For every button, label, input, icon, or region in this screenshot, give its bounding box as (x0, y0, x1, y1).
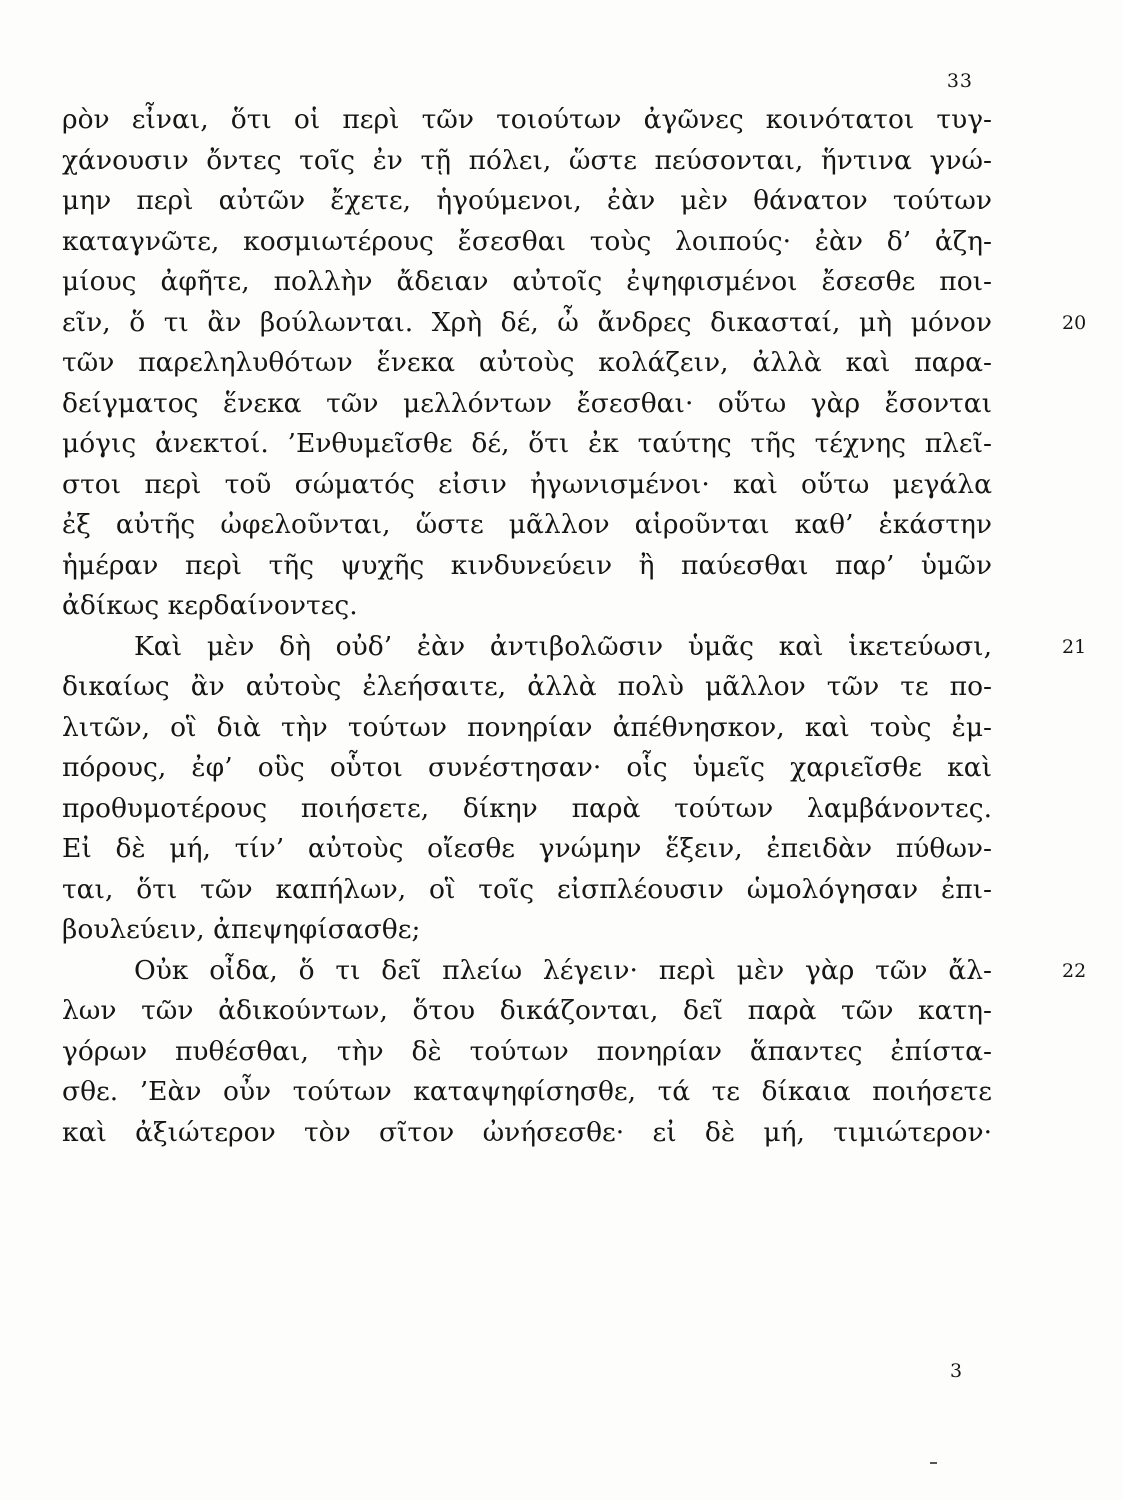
text-line (62, 1113, 992, 1154)
page-number: 33 (946, 70, 973, 92)
text-line-content: προθυμοτέρους ποιήσετε, δίκην παρὰ τούτων λαμβάνοντες. (62, 792, 992, 824)
text-line (62, 546, 992, 587)
text-line (62, 1032, 992, 1073)
text-line (62, 910, 992, 951)
text-line-content: ἡμέραν περὶ τῆς ψυχῆς κινδυνεύειν ἢ παύεσθαι παρ’ ὑμῶν (62, 549, 992, 581)
text-line-content: δικαίως ἂν αὐτοὺς ἐλεήσαιτε, ἀλλὰ πολὺ μᾶλλον τῶν τε πο- (62, 671, 992, 702)
text-line-content: λων τῶν ἀδικούντων, ὅτου δικάζονται, δεῖ παρὰ τῶν κατη- (62, 995, 992, 1026)
text-line-content: Καὶ μὲν δὴ οὐδ’ ἐὰν ἀντιβολῶσιν ὑμᾶς καὶ ἱκετεύωσι, (134, 630, 992, 662)
section-number: 21 (1062, 635, 1087, 658)
text-line-content: Εἰ δὲ μή, τίν’ αὐτοὺς οἴεσθε γνώμην ἕξειν, ἐπειδὰν πύθων- (62, 833, 992, 864)
text-line (62, 829, 992, 870)
text-line (62, 748, 992, 789)
text-line-content: μόγις ἀνεκτοί. ’Ενθυμεῖσθε δέ, ὅτι ἐκ ταύτης τῆς τέχνης πλεῖ- (62, 428, 992, 459)
text-line-content: σθε. ’Εὰν οὖν τούτων καταψηφίσησθε, τά τε δίκαια ποιήσετε (62, 1076, 992, 1107)
text-line-content: λιτῶν, οἳ διὰ τὴν τούτων πονηρίαν ἀπέθνησκον, καὶ τοὺς ἐμ- (62, 711, 992, 743)
stray-mark (930, 1462, 937, 1464)
text-line (62, 870, 992, 911)
text-line (62, 1072, 992, 1113)
text-line (62, 465, 992, 506)
text-line (62, 343, 992, 384)
text-line (62, 384, 992, 425)
text-line (62, 586, 992, 627)
text-line-content: ται, ὅτι τῶν καπήλων, οἳ τοῖς εἰσπλέουσιν ὡμολόγησαν ἐπι- (62, 873, 992, 905)
text-line-content: μίους ἀφῆτε, πολλὴν ἄδειαν αὐτοῖς ἐψηφισμένοι ἔσεσθε ποι- (62, 266, 992, 297)
text-line (62, 991, 992, 1032)
text-line (62, 951, 1087, 992)
signature-mark: 3 (950, 1360, 963, 1382)
text-line-content: πόρους, ἐφ’ οὓς οὗτοι συνέστησαν· οἷς ὑμεῖς χαριεῖσθε καὶ (62, 752, 992, 783)
text-line-content: εῖν, ὅ τι ἂν βούλωνται. Χρὴ δέ, ὦ ἄνδρες δικασταί, μὴ μόνον (62, 306, 992, 338)
text-line-content: καταγνῶτε, κοσμιωτέρους ἔσεσθαι τοὺς λοιπούς· ἐὰν δ’ ἀζη- (62, 225, 992, 257)
text-line-content: ρὸν εἶναι, ὅτι οἱ περὶ τῶν τοιούτων ἀγῶνες κοινότατοι τυγ- (62, 104, 992, 135)
text-line-content: γόρων πυθέσθαι, τὴν δὲ τούτων πονηρίαν ἅπαντες ἐπίστα- (62, 1035, 992, 1067)
text-line-content: καὶ ἀξιώτερον τὸν σῖτον ὠνήσεσθε· εἰ δὲ μή, τιμιώτερον· (62, 1116, 992, 1148)
text-line-content: δείγματος ἕνεκα τῶν μελλόντων ἔσεσθαι· οὕτω γὰρ ἔσονται (62, 387, 992, 419)
text-line-content: τῶν παρεληλυθότων ἕνεκα αὐτοὺς κολάζειν, ἀλλὰ καὶ παρα- (62, 347, 992, 378)
text-line (62, 627, 1087, 668)
section-number: 20 (1062, 311, 1087, 334)
text-line (62, 667, 992, 708)
text-line-content: στοι περὶ τοῦ σώματός εἰσιν ἠγωνισμένοι· καὶ οὕτω μεγάλα (62, 468, 992, 500)
text-line-content: Οὐκ οἶδα, ὅ τι δεῖ πλείω λέγειν· περὶ μὲν γὰρ τῶν ἄλ- (134, 954, 992, 986)
text-line (62, 181, 992, 222)
text-line-content: χάνουσιν ὄντες τοῖς ἐν τῇ πόλει, ὥστε πεύσονται, ἥντινα γνώ- (62, 144, 992, 176)
greek-text-body (62, 100, 1087, 1153)
text-line (62, 303, 1087, 344)
text-line-content: βουλεύειν, ἀπεψηφίσασθε; (62, 914, 421, 945)
text-line-content: μην περὶ αὐτῶν ἔχετε, ἡγούμενοι, ἐὰν μὲν θάνατον τούτων (62, 185, 992, 216)
text-line-content: ἐξ αὐτῆς ὠφελοῦνται, ὥστε μᾶλλον αἱροῦνται καθ’ ἑκάστην (62, 509, 992, 540)
text-line (62, 262, 992, 303)
text-line (62, 708, 992, 749)
text-line (62, 100, 992, 141)
text-line (62, 424, 992, 465)
text-line (62, 141, 992, 182)
text-line (62, 505, 992, 546)
text-line (62, 222, 992, 263)
text-line-content: ἀδίκως κερδαίνοντες. (62, 590, 358, 621)
text-line (62, 789, 992, 830)
section-number: 22 (1062, 959, 1087, 982)
